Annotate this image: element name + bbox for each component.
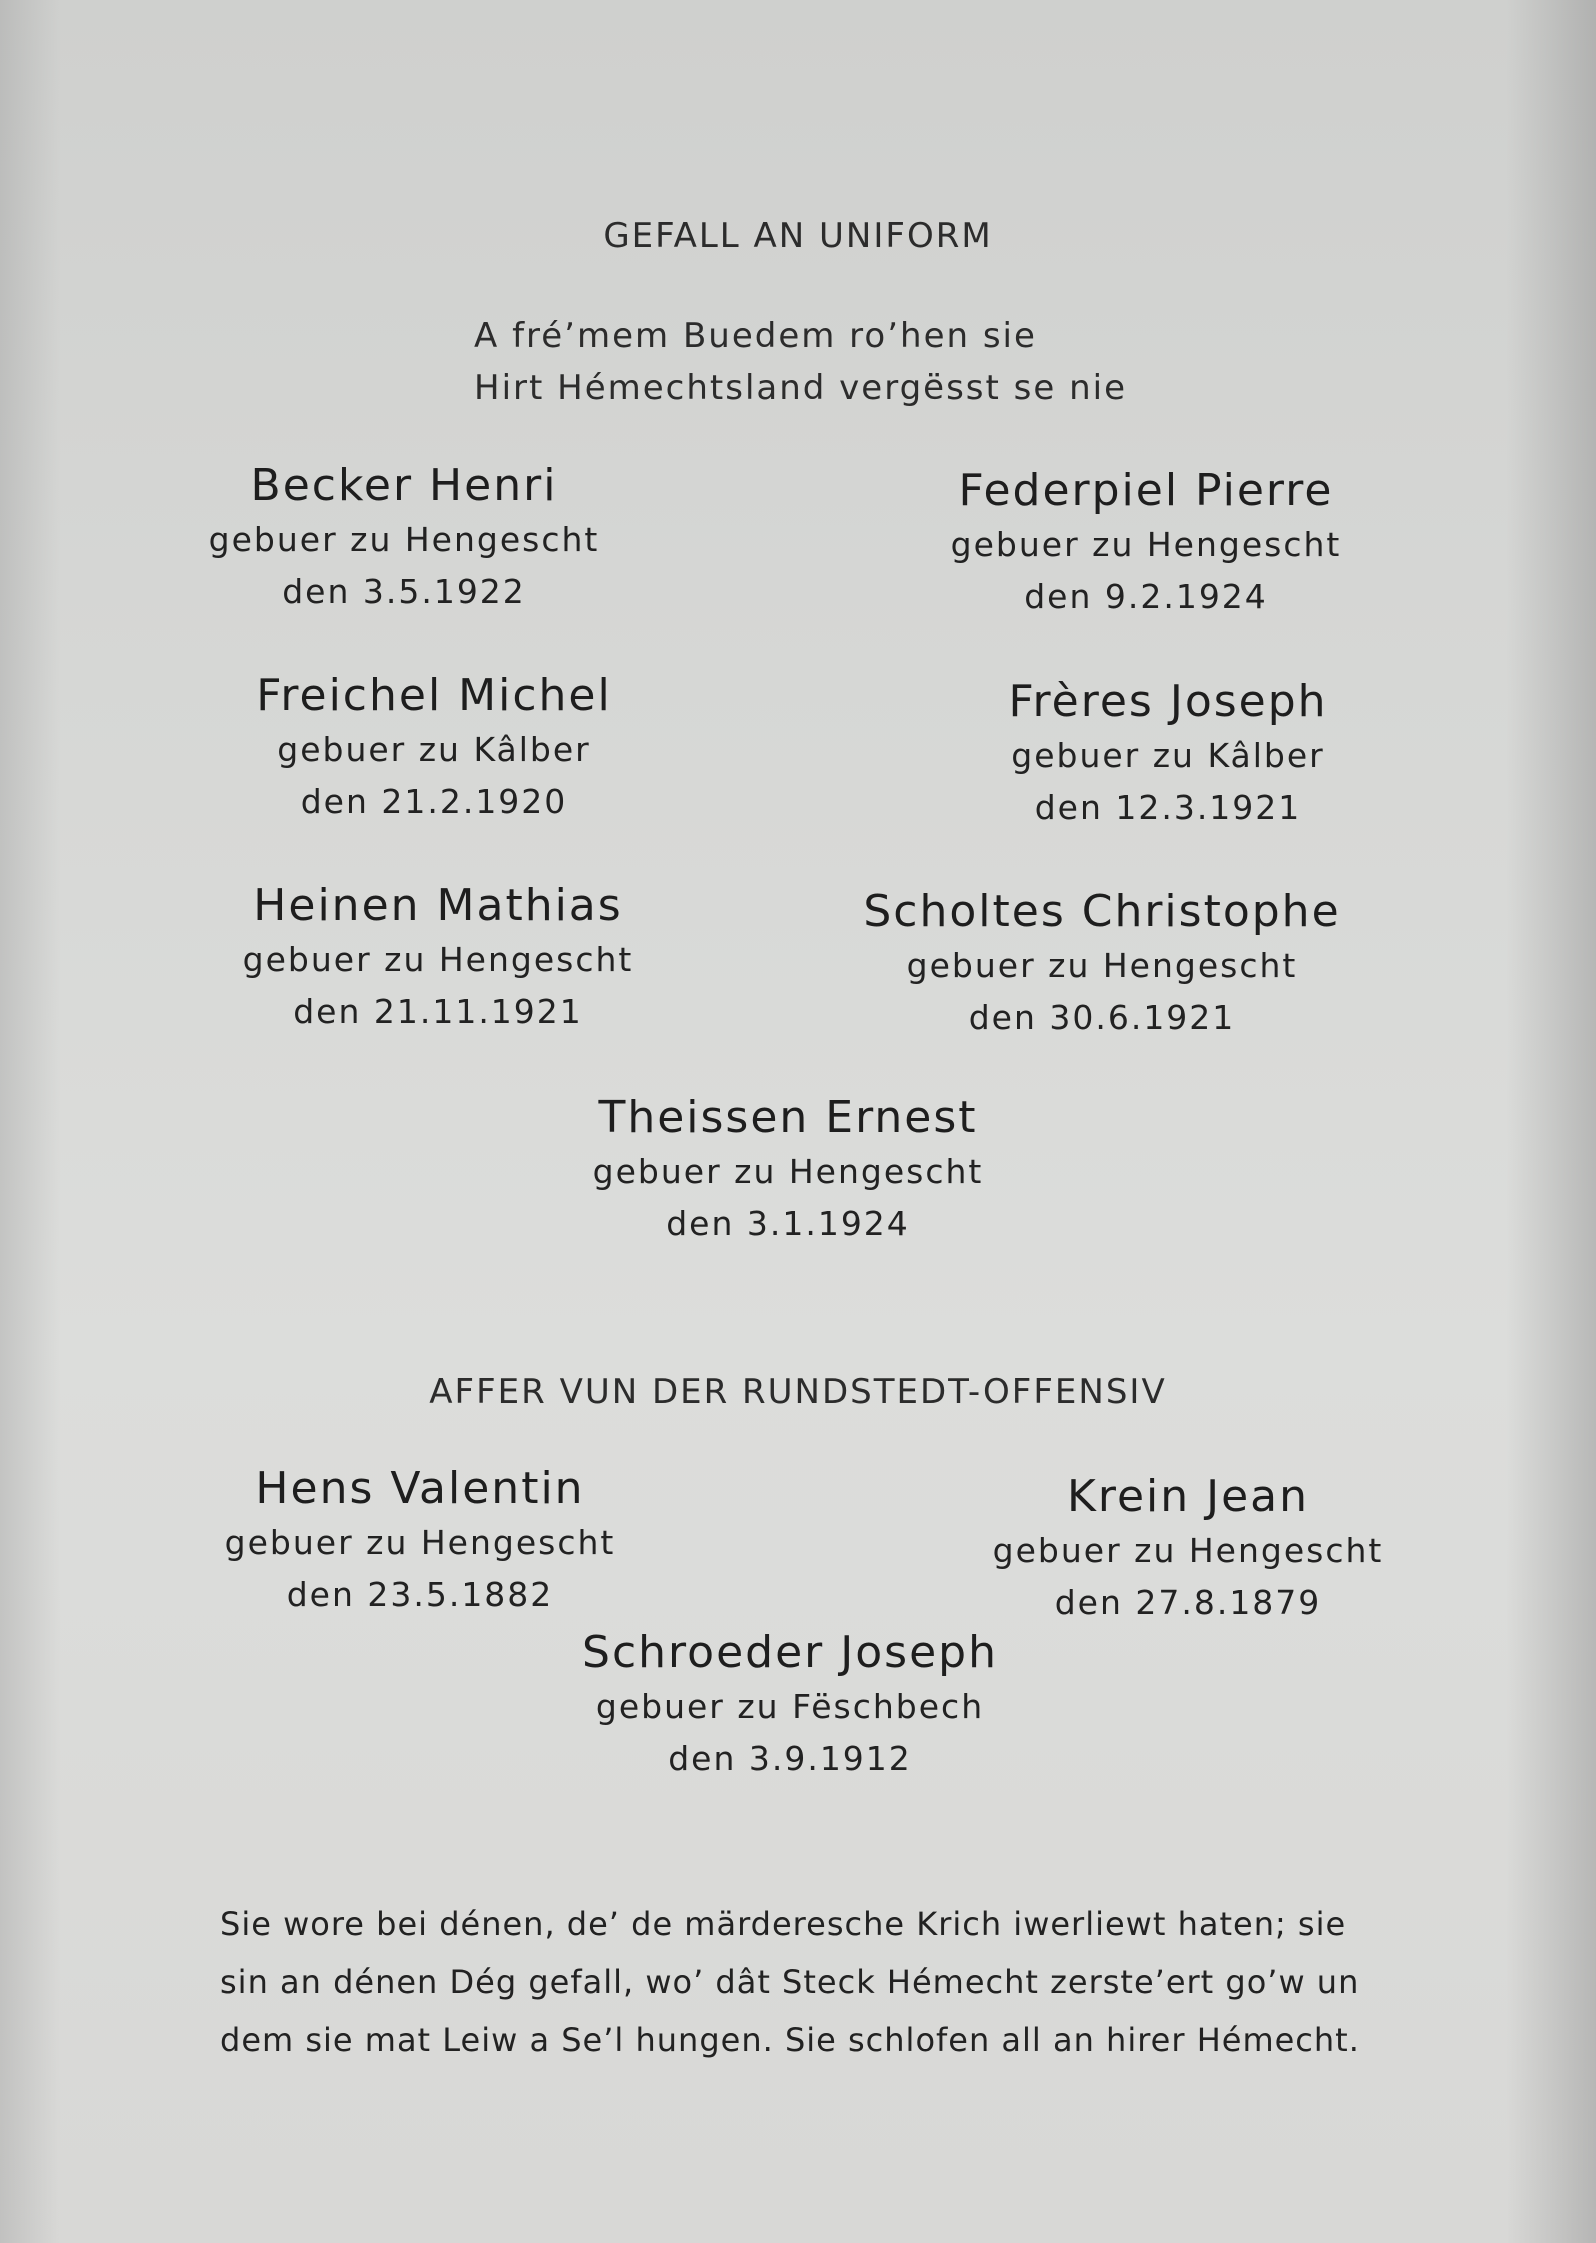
person-entry <box>256 668 611 828</box>
birthplace: gebuer zu Hengescht <box>906 946 1298 985</box>
person-entry <box>863 884 1340 1044</box>
closing-paragraph <box>220 1895 1370 2069</box>
birthplace: gebuer zu Kâlber <box>1011 736 1325 775</box>
person-entry <box>243 878 634 1038</box>
person-entry <box>225 1461 616 1621</box>
person-name: Becker Henri <box>250 460 558 511</box>
birthplace: gebuer zu Hengescht <box>208 520 600 559</box>
birth-date: den 9.2.1924 <box>1024 577 1268 616</box>
person-name: Theissen Ernest <box>598 1092 978 1143</box>
birthplace: gebuer zu Fëschbech <box>595 1687 985 1726</box>
birth-date: den 12.3.1921 <box>1034 788 1302 827</box>
verse-line: A fré’mem Buedem ro’hen sie <box>474 316 1037 356</box>
verse-line: Hirt Hémechtsland vergësst se nie <box>474 368 1127 408</box>
person-entry <box>593 1090 984 1250</box>
person-name: Heinen Mathias <box>253 880 623 931</box>
person-entry <box>209 458 600 618</box>
birthplace: gebuer zu Hengescht <box>592 1152 984 1191</box>
person-name: Krein Jean <box>1066 1471 1310 1522</box>
birth-date: den 27.8.1879 <box>1054 1583 1322 1622</box>
person-entry <box>993 1469 1384 1629</box>
person-name: Freichel Michel <box>256 670 612 721</box>
birth-date: den 3.5.1922 <box>282 572 526 611</box>
paragraph-line: sin an dénen Dég gefall, wo’ dât Steck Hémecht zerste’ert go’w un <box>220 1963 1360 2001</box>
person-name: Frères Joseph <box>1008 676 1328 727</box>
section-title-offensive: AFFER VUN DER RUNDSTEDT-OFFENSIV <box>429 1372 1167 1412</box>
birth-date: den 3.1.1924 <box>666 1204 910 1243</box>
birth-date: den 30.6.1921 <box>968 998 1236 1037</box>
section-title-uniform: GEFALL AN UNIFORM <box>603 216 993 256</box>
birthplace: gebuer zu Hengescht <box>242 940 634 979</box>
birthplace: gebuer zu Hengescht <box>224 1523 616 1562</box>
person-name: Scholtes Christophe <box>863 886 1341 937</box>
person-name: Schroeder Joseph <box>582 1627 998 1678</box>
paragraph-line: Sie wore bei dénen, de’ de märderesche Krich iwerliewt haten; sie <box>220 1905 1347 1943</box>
person-entry <box>1008 674 1327 834</box>
birthplace: gebuer zu Hengescht <box>992 1531 1384 1570</box>
paragraph-line: dem sie mat Leiw a Se’l hungen. Sie schlofen all an hirer Hémecht. <box>220 2021 1360 2059</box>
person-entry <box>951 463 1342 623</box>
person-name: Federpiel Pierre <box>958 465 1334 516</box>
birth-date: den 21.11.1921 <box>293 992 583 1031</box>
birthplace: gebuer zu Kâlber <box>277 730 591 769</box>
person-entry <box>582 1625 998 1785</box>
person-name: Hens Valentin <box>255 1463 585 1514</box>
birthplace: gebuer zu Hengescht <box>950 525 1342 564</box>
birth-date: den 21.2.1920 <box>300 782 568 821</box>
page-shadow-right <box>1506 0 1596 2243</box>
verse <box>474 310 1127 414</box>
birth-date: den 23.5.1882 <box>286 1575 554 1614</box>
page-shadow-left <box>0 0 60 2243</box>
birth-date: den 3.9.1912 <box>668 1739 912 1778</box>
